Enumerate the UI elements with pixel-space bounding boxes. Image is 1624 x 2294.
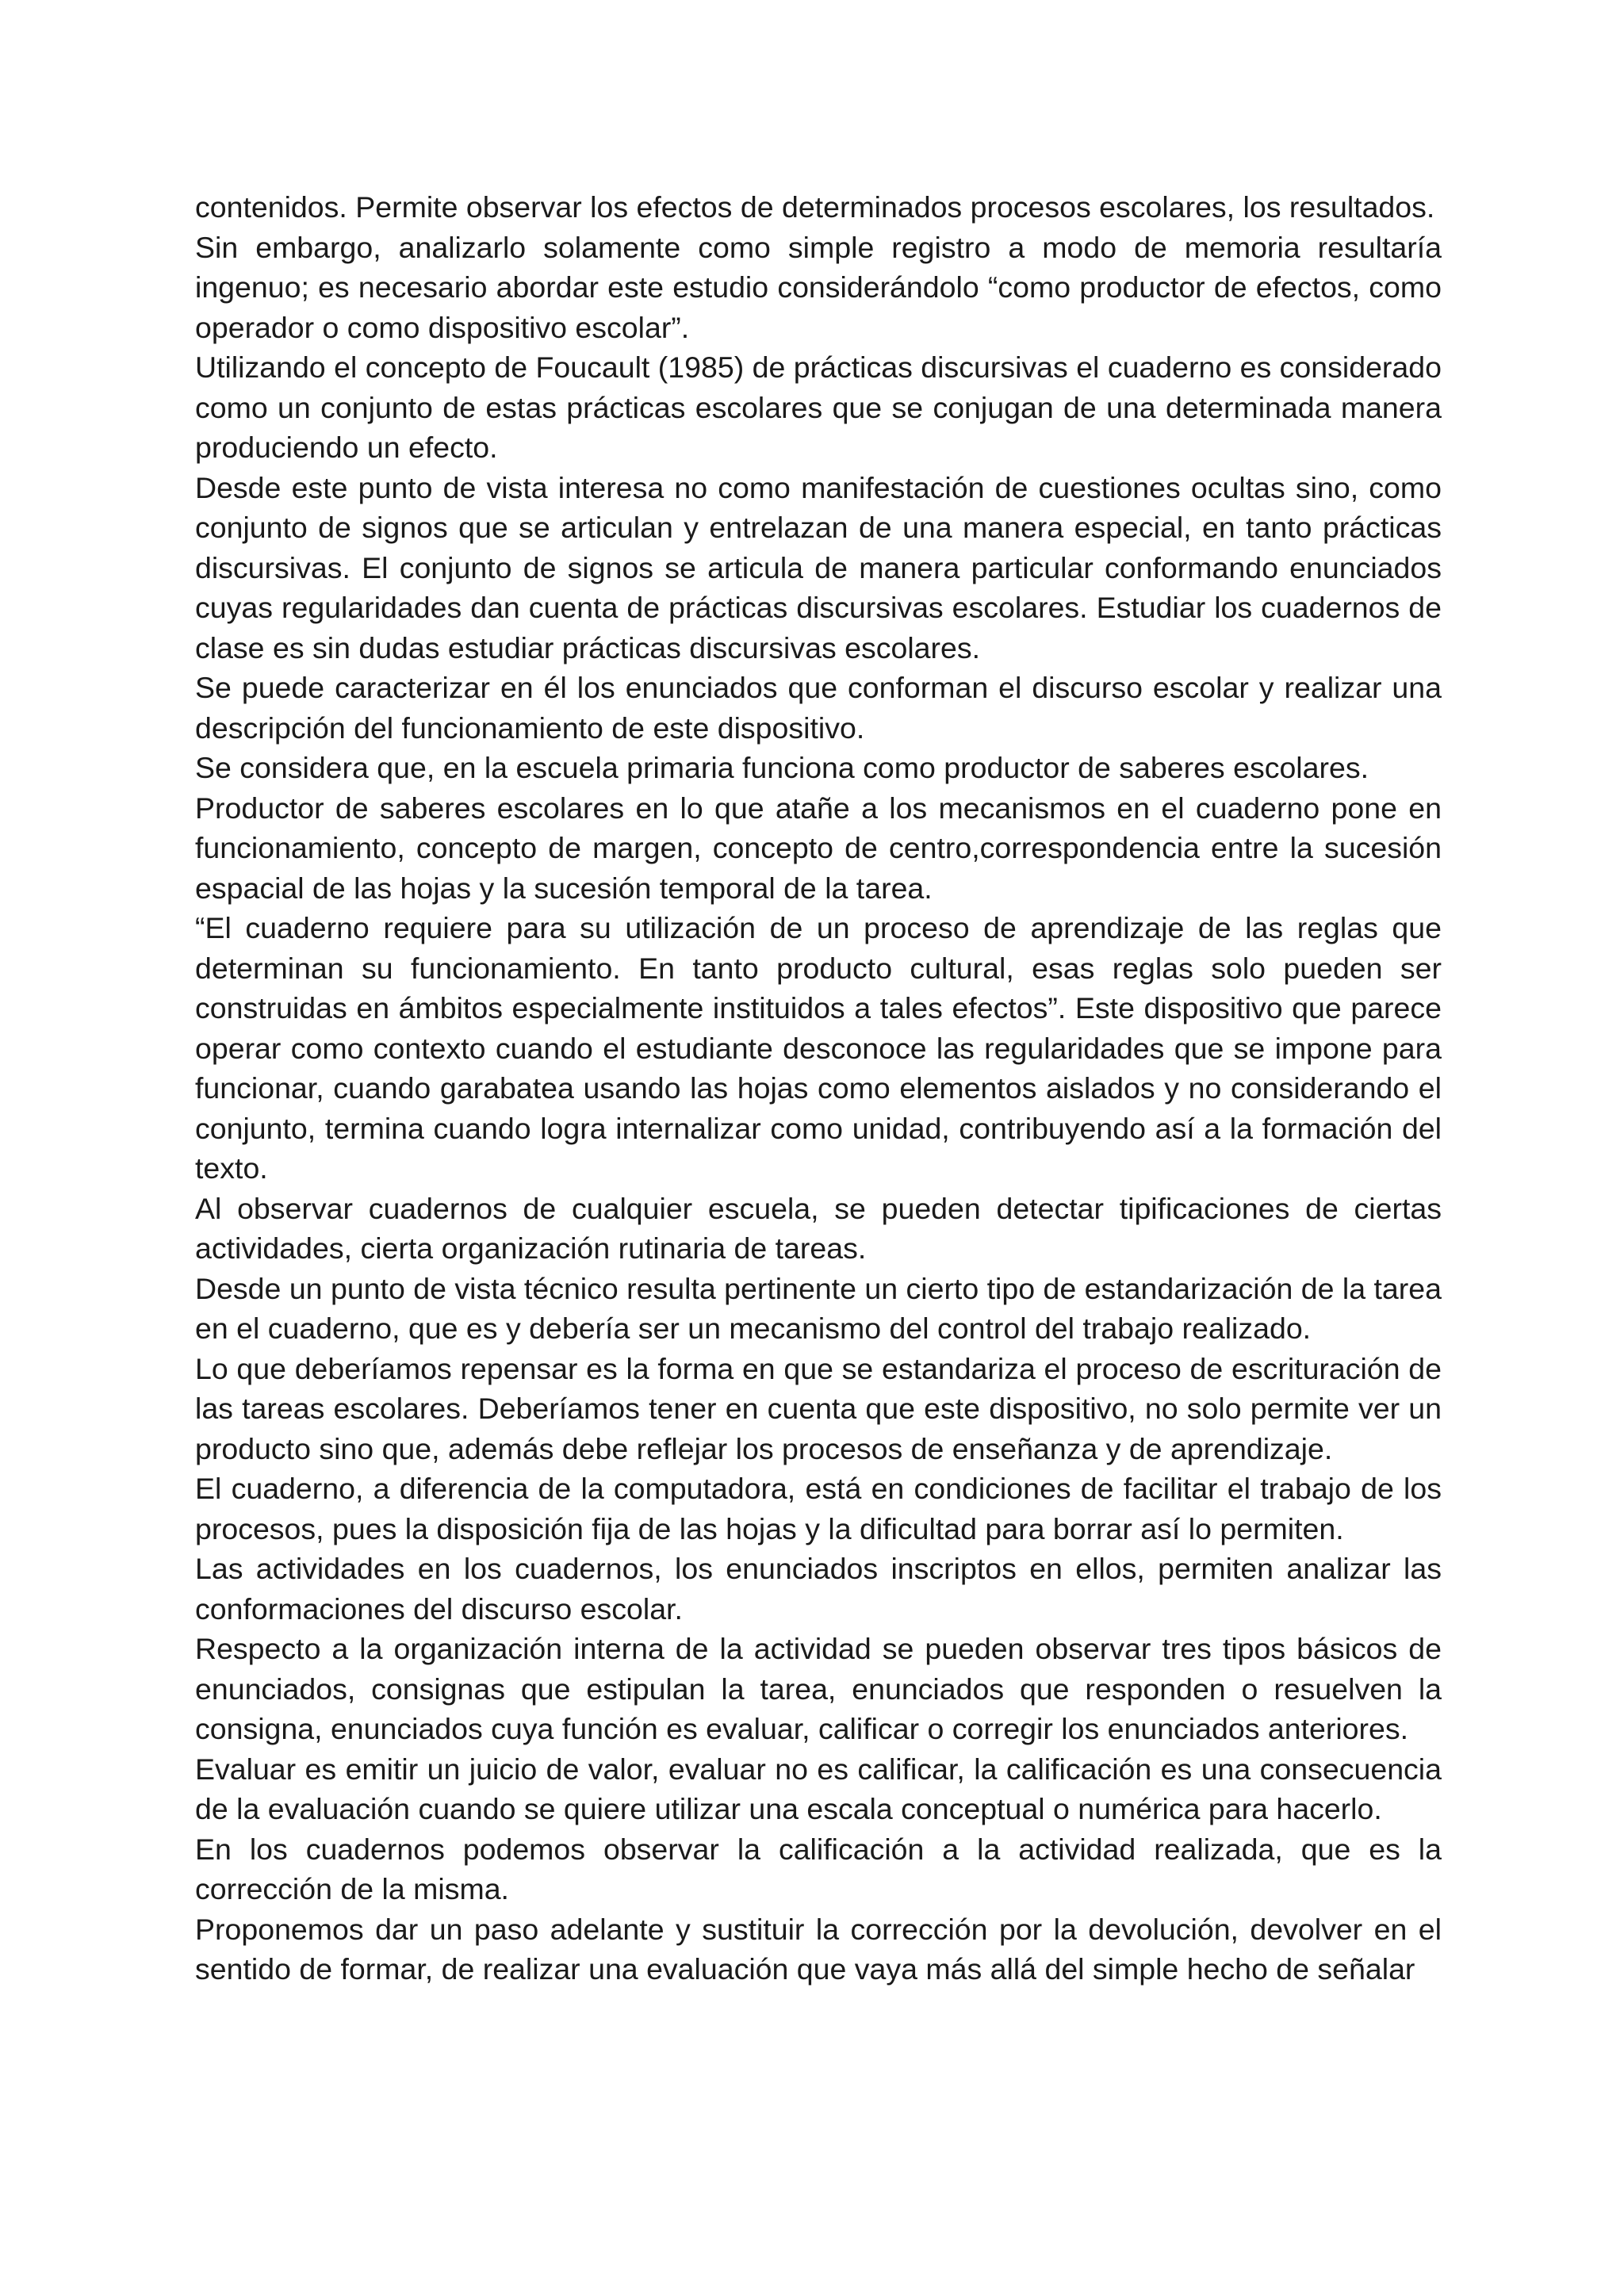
paragraph: Al observar cuadernos de cualquier escuela, se pueden detectar tipificaciones de ciertas actividades, cierta organización rutinaria de tareas. (195, 1191, 1442, 1265)
document-page (195, 187, 1442, 1990)
paragraph: En los cuadernos podemos observar la calificación a la actividad realizada, que es la corrección de la misma. (195, 1832, 1442, 1905)
paragraph: Productor de saberes escolares en lo que atañe a los mecanismos en el cuaderno pone en funcionamiento, concepto de margen, concepto de centro,correspondencia entre la sucesión espacial de las hojas y la sucesión temporal de la tarea. (195, 791, 1442, 905)
paragraph: Respecto a la organización interna de la actividad se pueden observar tres tipos básicos de enunciados, consignas que estipulan la tarea, enunciados que responden o resuelven la consigna, enunciados cuya función es evaluar, calificar o corregir los enunciados anteriores. (195, 1632, 1442, 1745)
paragraph: contenidos. Permite observar los efectos de determinados procesos escolares, los resultados. (195, 190, 1435, 224)
paragraph: Las actividades en los cuadernos, los enunciados inscriptos en ellos, permiten analizar las conformaciones del discurso escolar. (195, 1552, 1442, 1626)
paragraph: Se considera que, en la escuela primaria funciona como productor de saberes escolares. (195, 751, 1369, 784)
paragraph: Proponemos dar un paso adelante y sustituir la corrección por la devolución, devolver en el sentido de formar, de realizar una evaluación que vaya más allá del simple hecho de señalar (195, 1912, 1442, 1986)
paragraph: Utilizando el concepto de Foucault (1985) de prácticas discursivas el cuaderno es considerado como un conjunto de estas prácticas escolares que se conjugan de una determinada manera produciendo un efecto. (195, 350, 1442, 464)
paragraph: Lo que deberíamos repensar es la forma en que se estandariza el proceso de escrituración de las tareas escolares. Deberíamos tener en cuenta que este dispositivo, no solo permite ver un producto sino que, además debe reflejar los procesos de enseñanza y de aprendizaje. (195, 1351, 1442, 1465)
paragraph: Sin embargo, analizarlo solamente como simple registro a modo de memoria resultaría ingenuo; es necesario abordar este estudio considerándolo “como productor de efectos, como operador o como dispositivo escolar”. (195, 230, 1442, 344)
paragraph: “El cuaderno requiere para su utilización de un proceso de aprendizaje de las reglas que determinan su funcionamiento. En tanto producto cultural, esas reglas solo pueden ser construidas en ámbitos especialmente instituidos a tales efectos”. Este dispositivo que parece operar como contexto cuando el estudiante desconoce las regularidades que se impone para funcionar, cuando garabatea usando las hojas como elementos aislados y no considerando el conjunto, termina cuando logra internalizar como unidad, contribuyendo así a la formación del texto. (195, 911, 1442, 1185)
paragraph: El cuaderno, a diferencia de la computadora, está en condiciones de facilitar el trabajo de los procesos, pues la disposición fija de las hojas y la dificultad para borrar así lo permiten. (195, 1472, 1442, 1545)
paragraph: Desde un punto de vista técnico resulta pertinente un cierto tipo de estandarización de la tarea en el cuaderno, que es y debería ser un mecanismo del control del trabajo realizado. (195, 1271, 1442, 1345)
paragraph: Desde este punto de vista interesa no como manifestación de cuestiones ocultas sino, como conjunto de signos que se articulan y entrelazan de una manera especial, en tanto prácticas discursivas. El conjunto de signos se articula de manera particular conformando enunciados cuyas regularidades dan cuenta de prácticas discursivas escolares. Estudiar los cuadernos de clase es sin dudas estudiar prácticas discursivas escolares. (195, 470, 1442, 664)
paragraph: Evaluar es emitir un juicio de valor, evaluar no es calificar, la calificación es una consecuencia de la evaluación cuando se quiere utilizar una escala conceptual o numérica para hacerlo. (195, 1752, 1442, 1825)
paragraph: Se puede caracterizar en él los enunciados que conforman el discurso escolar y realizar una descripción del funcionamiento de este dispositivo. (195, 671, 1442, 745)
